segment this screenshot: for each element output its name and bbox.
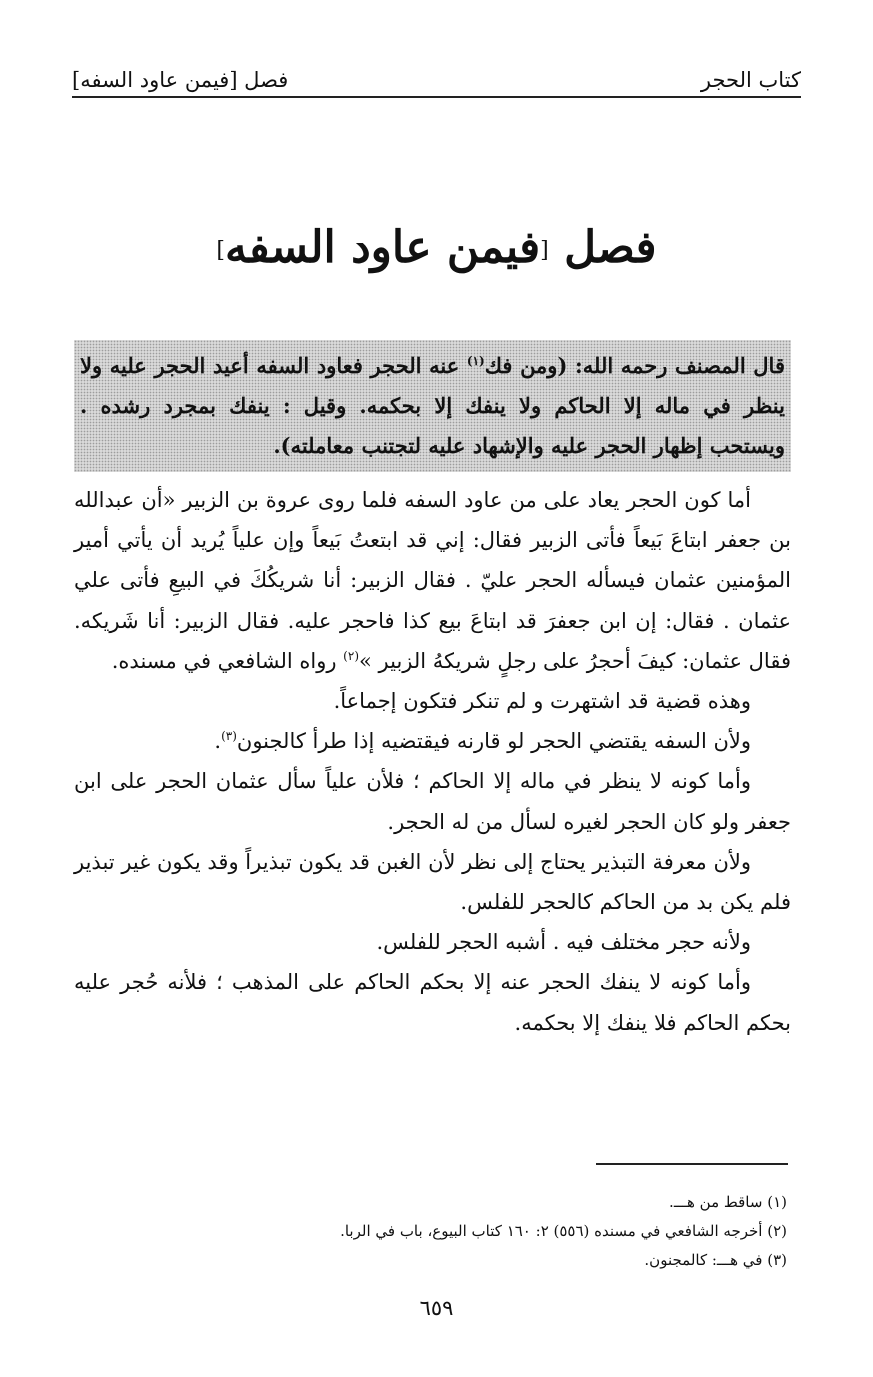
footnotes xyxy=(74,1188,787,1275)
matn-part-1: (ومن فك xyxy=(484,353,568,378)
running-head-section-title: فصل [فيمن عاود السفه] xyxy=(72,68,289,92)
chapter-title-bracket-open: [ xyxy=(540,238,549,263)
paragraph-7: وأما كونه لا ينفك الحجر عنه إلا بحكم الحاكم على المذهب ؛ فلأنه حُجر عليه بحكم الحاكم فلا ينفك إلا بحكمه. xyxy=(74,970,791,1035)
paragraph-2: وهذه قضية قد اشتهرت و لم تنكر فتكون إجماعاً. xyxy=(333,689,751,714)
paragraph-6: ولأنه حجر مختلف فيه . أشبه الحجر للفلس. xyxy=(376,930,751,955)
paragraph-1 xyxy=(74,480,791,681)
footnote-2: (٢) أخرجه الشافعي في مسنده (٥٥٦) ٢: ١٦٠ كتاب البيوع، باب في الربا. xyxy=(340,1222,787,1240)
paragraph-1-text: أما كون الحجر يعاد على من عاود السفه فلما روى عروة بن الزبير «أن عبدالله بن جعفر ابتاعَ بَيعاً فأتى الزبير فقال: إني قد ابتعتُ بَيعاً وإن علياً يُريد أن يأتي أمير المؤمنين عثمان فيسأله الحجر عليّ . فقال الزبير: أنا شريكُكَ في البيعِ فأتى علي عثمان . فقال: إن ابن جعفرَ قد ابتاعَ بيع كذا فاحجر عليه. فقال الزبير: أنا شَريكه. فقال عثمان: كيفَ أحجرُ على رجلٍ شريكهُ الزبير » xyxy=(74,488,791,673)
footnote-3: (٣) في هـــ: كالمجنون. xyxy=(644,1251,787,1269)
running-head xyxy=(72,58,801,98)
footnote-marker-2: (٢) xyxy=(343,648,359,663)
page-number: ٦٥٩ xyxy=(419,1296,454,1320)
footnote-1: (١) ساقط من هـــ. xyxy=(669,1193,787,1211)
matn-highlighted-text xyxy=(74,340,791,472)
running-head-book-title: كتاب الحجر xyxy=(700,68,801,92)
commentary-body xyxy=(74,480,791,1043)
footnote-marker-1: (١) xyxy=(466,354,485,368)
paragraph-3-text: ولأن السفه يقتضي الحجر لو قارنه فيقتضيه إذا طرأ كالجنون xyxy=(236,729,751,754)
matn-intro: قال المصنف رحمه الله: xyxy=(567,353,785,378)
matn-part-2: عنه الحجر فعاود السفه أعيد الحجر عليه ولا ينظر في ماله إلا الحاكم ولا ينفك إلا بحكمه. وقيل : ينفك بمجرد رشده . ويستحب إظهار الحجر عليه والإشهاد عليه لتجتنب معاملته). xyxy=(80,353,785,458)
chapter-title xyxy=(0,222,873,273)
chapter-title-bracket-close: ] xyxy=(216,238,226,263)
paragraph-5: ولأن معرفة التبذير يحتاج إلى نظر لأن الغبن قد يكون تبذيراً وقد يكون غير تبذير فلم يكن بد من الحاكم كالحجر للفلس. xyxy=(74,849,791,915)
footnote-separator xyxy=(596,1163,788,1165)
paragraph-3-tail: . xyxy=(214,729,222,754)
paragraph-1-tail: رواه الشافعي في مسنده. xyxy=(111,648,344,673)
footnote-marker-3: (٣) xyxy=(221,729,237,744)
chapter-title-rest: فيمن عاود السفه xyxy=(225,222,541,273)
paragraph-4: وأما كونه لا ينظر في ماله إلا الحاكم ؛ فلأن علياً سأل عثمان الحجر على ابن جعفر ولو كان الحجر لغيره لسأل من له الحجر. xyxy=(74,769,791,834)
paragraph-3 xyxy=(74,721,791,761)
chapter-title-main: فصل xyxy=(564,222,657,273)
